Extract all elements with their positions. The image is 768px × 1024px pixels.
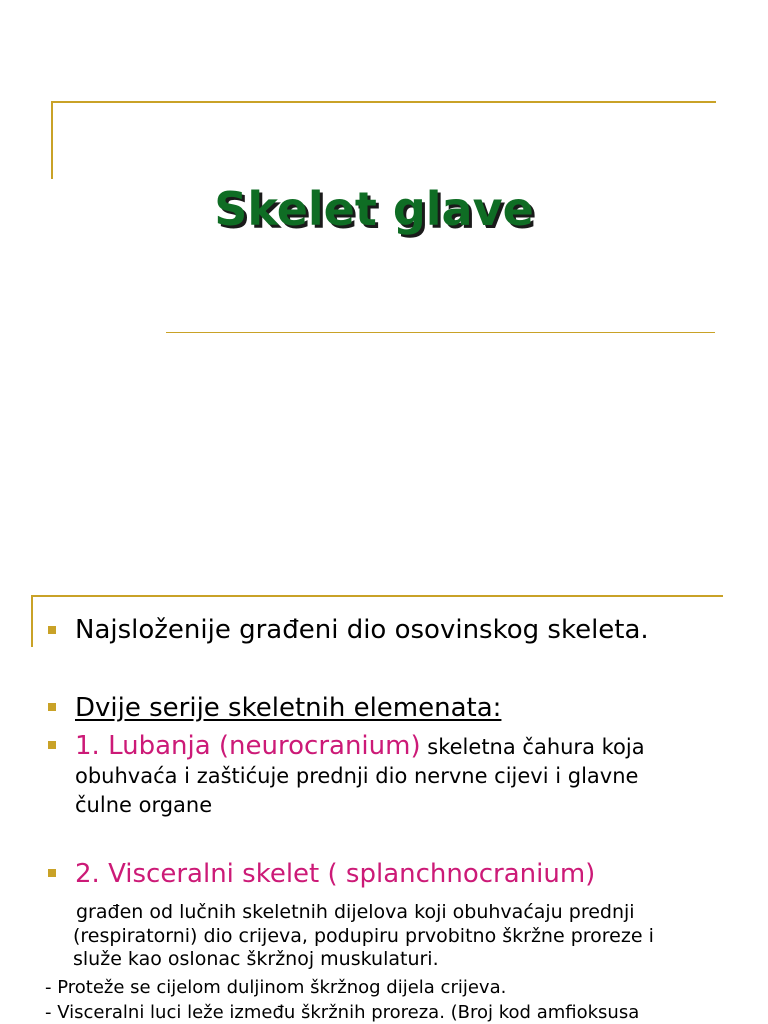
left-rule — [51, 101, 53, 179]
term-neurocranium: 1. Lubanja (neurocranium) — [75, 731, 421, 761]
bullet-text-continued: čulne organe — [75, 793, 213, 817]
term-splanchnocranium: 2. Visceralni skelet ( splanchnocranium) — [75, 859, 596, 889]
dash-line: - Visceralni luci leže između škržnih proreza. (Broj kod amfioksusa — [45, 1002, 640, 1023]
bullet-text: skeletna čahura koja — [420, 735, 645, 759]
left-rule — [31, 595, 33, 647]
paragraph-line: služe kao oslonac škržnoj muskulaturi. — [73, 948, 439, 970]
bullet-lubanja — [75, 732, 645, 761]
bullet-text-continued: obuhvaća i zaštićuje prednji dio nervne cijevi i glavne — [75, 764, 639, 788]
bullet-text: Najsloženije građeni dio osovinskog skeleta. — [75, 615, 649, 645]
paragraph-line: (respiratorni) dio crijeva, podupiru prvobitno škržne proreze i — [73, 925, 654, 947]
top-rule — [31, 595, 723, 597]
bullet-marker — [48, 741, 56, 749]
title-underline-rule — [166, 332, 715, 333]
top-rule — [51, 101, 716, 103]
bullet-marker — [48, 626, 56, 634]
slide-2 — [0, 576, 768, 1024]
paragraph-line: građen od lučnih skeletnih dijelova koji obuhvaćaju prednji — [76, 901, 635, 923]
bullet-marker — [48, 703, 56, 711]
dash-line: - Proteže se cijelom duljinom škržnog dijela crijeva. — [45, 977, 507, 998]
slide-title: Skelet glave — [214, 182, 534, 236]
bullet-heading: Dvije serije skeletnih elemenata: — [75, 693, 502, 723]
bullet-marker — [48, 869, 56, 877]
